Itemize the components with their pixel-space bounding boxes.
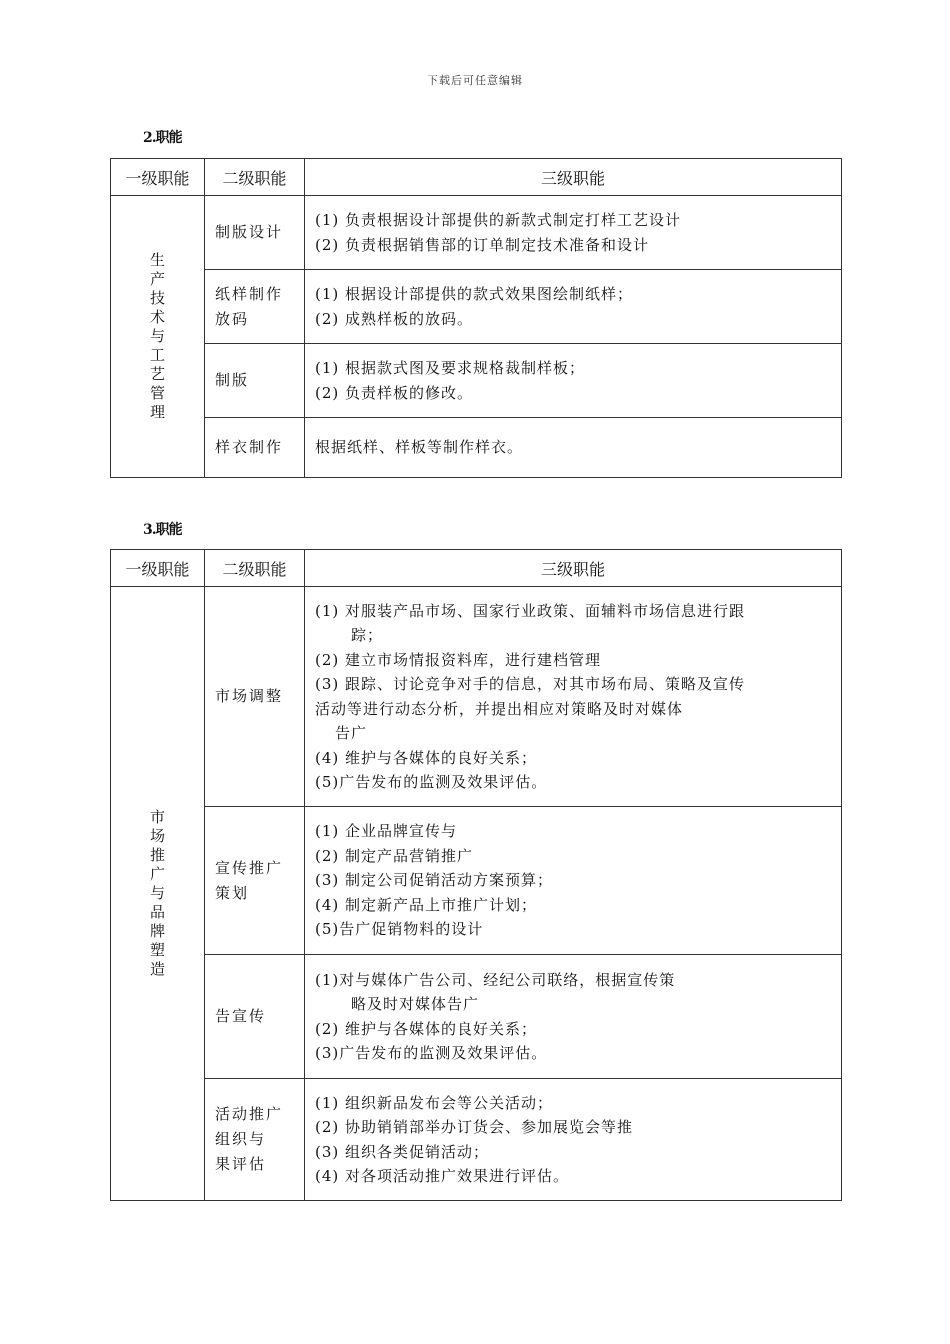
level3-cell: 根据纸样、样板等制作样衣。 <box>305 418 842 478</box>
level3-cell: (1) 根据款式图及要求规格裁制样板； (2) 负责样板的修改。 <box>305 344 842 418</box>
level2-cell: 样衣制作 <box>205 418 305 478</box>
table-header-row <box>111 550 842 587</box>
section1-table <box>110 158 842 478</box>
level2-cell: 制版设计 <box>205 196 305 270</box>
level3-cell: (1) 负责根据设计部提供的新款式制定打样工艺设计 (2) 负责根据销售部的订单制定技术准备和设计 <box>305 196 842 270</box>
level2-cell: 纸样制作 放码 <box>205 270 305 344</box>
section2-table <box>110 549 842 1201</box>
table-row <box>111 1079 842 1201</box>
section1-title: 2.职能 <box>143 130 182 146</box>
header-level3: 三级职能 <box>305 159 842 196</box>
level2-cell: 制版 <box>205 344 305 418</box>
table-header-row <box>111 159 842 196</box>
level2-cell: 市场调整 <box>205 587 305 807</box>
level3-cell: (1) 企业品牌宣传与 (2) 制定产品营销推广 (3) 制定公司促销活动方案预算； (4) 制定新产品上市推广计划； (5)告广促销物料的设计 <box>305 807 842 955</box>
level3-cell: (1) 根据设计部提供的款式效果图绘制纸样； (2) 成熟样板的放码。 <box>305 270 842 344</box>
header-level1: 一级职能 <box>111 159 205 196</box>
header-level2: 二级职能 <box>205 550 305 587</box>
level3-cell: (1) 对服装产品市场、国家行业政策、面辅料市场信息进行跟 踪； (2) 建立市场情报资料库，进行建档管理 (3) 跟踪、讨论竞争对手的信息，对其市场布局、策略及宣传 活动等进行动态分析，并提出相应对策略及时对媒体 告广 (4) 维护与各媒体的良好关系； (5)广告发布的监测及效果评估。 <box>305 587 842 807</box>
level2-cell: 告宣传 <box>205 955 305 1079</box>
level1-cell: 市 场 推 广 与 品 牌 塑 造 <box>111 587 205 1201</box>
level1-cell: 生 产 技 术 与 工 艺 管 理 <box>111 196 205 478</box>
table-row <box>111 196 842 270</box>
header-level3: 三级职能 <box>305 550 842 587</box>
level2-cell: 宣传推广 策划 <box>205 807 305 955</box>
header-level2: 二级职能 <box>205 159 305 196</box>
level2-cell: 活动推广 组织与 果评估 <box>205 1079 305 1201</box>
table-row <box>111 807 842 955</box>
header-note: 下载后可任意编辑 <box>427 74 523 87</box>
level3-cell: (1)对与媒体广告公司、经纪公司联络，根据宣传策 略及时对媒体告广 (2) 维护与各媒体的良好关系； (3)广告发布的监测及效果评估。 <box>305 955 842 1079</box>
table-row <box>111 270 842 344</box>
table-row <box>111 955 842 1079</box>
table-row <box>111 344 842 418</box>
level3-cell: (1) 组织新品发布会等公关活动； (2) 协助销销部举办订货会、参加展览会等推 (3) 组织各类促销活动； (4) 对各项活动推广效果进行评估。 <box>305 1079 842 1201</box>
section2-title: 3.职能 <box>143 522 182 538</box>
header-level1: 一级职能 <box>111 550 205 587</box>
table-row <box>111 418 842 478</box>
table-row <box>111 587 842 807</box>
